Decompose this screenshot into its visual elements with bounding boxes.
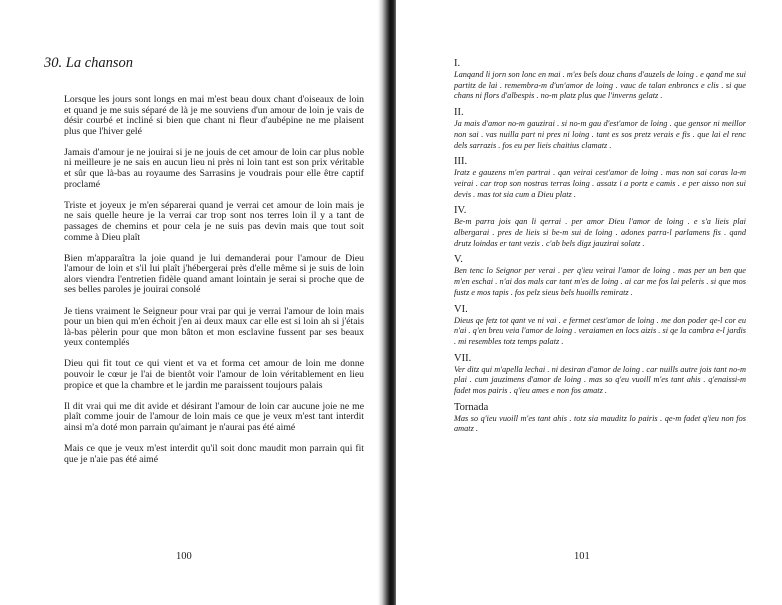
- translation-paragraph: Triste et joyeux je m'en séparerai quand je verrai cet amour de loin mais je ne sais quelle heure je la verrai car trop sont nos terres loin il y a tant de passages de chemins et pour cela je ne suis pas devin mais que tout soit comme à Dieu plaît: [64, 199, 364, 243]
- right-page: [396, 0, 782, 605]
- translation-paragraph: Il dit vrai qui me dit avide et désirant l'amour de loin car aucune joie ne me plaît comme jouir de l'amour de loin mais ce que je veux m'est tant interdit ainsi m'a doté mon parrain qu'aimant je n'aurai pas été aimé: [64, 400, 364, 433]
- translation-paragraph: Jamais d'amour je ne jouirai si je ne jouis de cet amour de loin car plus noble ni meilleure je ne sais en aucun lieu ni près ni loin tant est son prix véritable et sûr que là-bas au royaume des Sarrasins je voudrais pour elle être captif proclamé: [64, 146, 364, 190]
- stanza: [454, 205, 746, 249]
- stanza-text: Ver ditz qui m'apella lechai . ni desiran d'amor de loing . car nuills autre jois tant no-m plai . cum jauzimens d'amor de loing . mas so q'eu vuoill m'es tant ahis . q'enaissi-m fadet mos pairis . q'ieu ames e non fos amatz .: [454, 364, 746, 396]
- chapter-title: 30. La chanson: [44, 55, 134, 71]
- stanza: [454, 156, 746, 200]
- translation-paragraph: Lorsque les jours sont longs en mai m'est beau doux chant d'oiseaux de loin et quand je me suis séparé de là je me souviens d'un amour de loin je vais de désir courbé et incliné si bien que chant ni fleur d'aubépine ne me plaisent plus que l'hiver gelé: [64, 94, 364, 137]
- stanza: [454, 107, 746, 151]
- stanza: [454, 254, 746, 298]
- page-number-right: 101: [574, 551, 590, 562]
- translation-paragraph: Mais ce que je veux m'est interdit qu'il soit donc maudit mon parrain qui fit que je n'aie pas été aimé: [64, 442, 364, 465]
- stanza: [454, 304, 746, 348]
- stanza-text: Ja mais d'amor no-m gauzirai . si no-m gau d'est'amor de loing . que gensor ni meillor non sai . vas nuilla part ni pres ni loing . tant es sos pretz verais e fis . que lai el renc dels sarrazis . fos eu per lieis chaitius clamatz .: [454, 119, 746, 150]
- left-page: [0, 0, 380, 605]
- occitan-original: [454, 58, 746, 440]
- stanza-text: Be-m parra jois qan li qerrai . per amor Dieu l'amor de loing . e s'a lieis plai albergarai . pres de lieis si be-m sui de loing . adones parra-l parlamens fis . qand drutz loindas er tant vezis . c'ab bels digz jauzirai solatz .: [454, 217, 746, 248]
- page-number-left: 100: [176, 551, 192, 562]
- stanza-number: I.: [454, 58, 461, 69]
- stanza: [454, 402, 746, 435]
- french-translation: [64, 95, 364, 476]
- stanza-text: Mas so q'ieu vuoill m'es tant ahis . totz sia mauditz lo pairis . qe-m fadet q'ieu non fos amatz .: [454, 413, 746, 434]
- stanza-text: Dieus qe fetz tot qant ve ni vai . e fermet cest'amor de loing . me don poder qe-l cor eu n'ai . q'en breu veia l'amor de loing . veraiamen en locs aizis . si qe la cambra e-l jardis . mi resembles totz temps palatz .: [454, 315, 746, 346]
- translation-paragraph: Dieu qui fit tout ce qui vient et va et forma cet amour de loin me donne pouvoir le cœur je l'ai de bientôt voir l'amour de loin véritablement en lieu propice et que la chambre et le jardin me paraissent toujours palais: [64, 358, 364, 391]
- stanza-number: V.: [454, 254, 463, 266]
- stanza-number: IV.: [454, 205, 467, 217]
- stanza-number: II.: [454, 107, 464, 119]
- stanza: [454, 58, 746, 102]
- translation-paragraph: Bien m'apparaîtra la joie quand je lui demanderai pour l'amour de Dieu l'amour de loin et s'il lui plaît j'hébergerai près d'elle même si je suis de loin alors viendra l'entretien fidèle quand amant lointain je serai si proche que de ses belles paroles je jouirai consolé: [64, 252, 364, 296]
- stanza-text: Lanqand li jorn son lonc en mai . m'es bels douz chans d'auzels de loing . e qand me sui partitz de lai . remembra-m d'un'amor de loing . vauc de talan enbroncs e clis . si que chans ni flors d'albespis . no-m platz plus que l'inverns gelatz .: [454, 70, 746, 101]
- stanza-text: Iratz e gauzens m'en partrai . qan veirai cest'amor de loing . mas non sai coras la-m veirai . car trop son nostras terras loing . assatz i a portz e camis . e per aisso non sui devis . mas tot sia cum a Dieu platz .: [454, 168, 746, 199]
- stanza-text: Ben tenc lo Seignor per verai . per q'ieu veirai l'amor de loing . mas per un ben que m'en eschai . n'ai dos mals car tant m'es de loing . ai car me fos lai peleris . si que mos fustz e mos tapis . fos pelz sieus bels huoills remiratz .: [454, 266, 746, 297]
- translation-paragraph: Je tiens vraiment le Seigneur pour vrai par qui je verrai l'amour de loin mais pour un bien qui m'en échoit j'en ai deux maux car elle est si loin ah si j'étais là-bas pèlerin pour que mon bâton et mon esclavine fussent par ses beaux yeux contemplés: [64, 305, 364, 349]
- stanza-number: Tornada: [454, 401, 489, 413]
- stanza: [454, 353, 746, 397]
- stanza-number: VI.: [454, 303, 468, 315]
- stanza-number: III.: [454, 156, 468, 168]
- stanza-number: VII.: [454, 352, 472, 364]
